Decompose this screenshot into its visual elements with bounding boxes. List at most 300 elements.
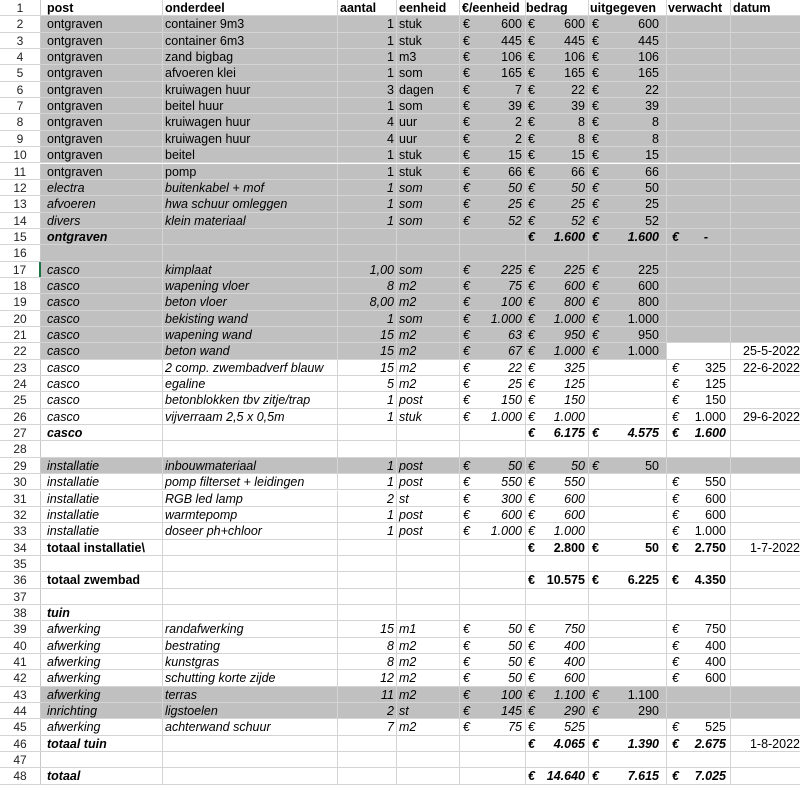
cell-verwacht[interactable]: 400 bbox=[705, 638, 726, 653]
cell-eenheid[interactable] bbox=[399, 425, 457, 440]
cell-datum[interactable]: 1-8-2022 bbox=[749, 736, 800, 751]
table-row[interactable] bbox=[0, 736, 800, 752]
cell-uitgegeven[interactable]: 225 bbox=[638, 262, 659, 277]
table-row[interactable] bbox=[0, 556, 800, 572]
cell-verwacht[interactable]: 750 bbox=[705, 622, 726, 637]
cell-post[interactable] bbox=[47, 441, 162, 456]
cell-bedrag[interactable]: 106 bbox=[564, 50, 585, 65]
row-number[interactable]: 41 bbox=[0, 654, 41, 669]
table-row[interactable] bbox=[0, 33, 800, 49]
cell-uitgegeven[interactable]: 50 bbox=[645, 180, 659, 195]
cell-eenheid[interactable] bbox=[399, 605, 457, 620]
cell-bedrag[interactable]: 50 bbox=[571, 180, 585, 195]
cell-onderdeel[interactable]: warmtepomp bbox=[165, 507, 238, 522]
cell-eenheid[interactable] bbox=[399, 540, 457, 555]
cell-eenheid[interactable]: post bbox=[399, 393, 423, 408]
cell-aantal[interactable]: 1 bbox=[387, 311, 394, 326]
cell-aantal[interactable]: 1 bbox=[387, 213, 394, 228]
cell-prijs[interactable] bbox=[477, 245, 522, 260]
cell-eenheid[interactable]: stuk bbox=[399, 409, 422, 424]
cell-eenheid[interactable]: m2 bbox=[399, 328, 417, 342]
cell-aantal[interactable] bbox=[340, 425, 394, 440]
cell-uitgegeven[interactable] bbox=[604, 376, 659, 391]
row-number[interactable]: 17 bbox=[0, 262, 41, 277]
cell-post[interactable]: installatie bbox=[47, 524, 100, 539]
cell-prijs[interactable] bbox=[477, 540, 522, 555]
cell-bedrag[interactable]: 150 bbox=[564, 393, 585, 408]
table-row[interactable] bbox=[0, 82, 800, 98]
cell-onderdeel[interactable]: 2 comp. zwembadverf blauw bbox=[165, 360, 324, 375]
cell-datum[interactable] bbox=[732, 164, 800, 179]
cell-verwacht[interactable] bbox=[686, 752, 726, 767]
table-row[interactable] bbox=[0, 719, 800, 735]
cell-post[interactable]: casco bbox=[47, 360, 80, 375]
table-row[interactable] bbox=[0, 605, 800, 621]
cell-prijs[interactable]: 67 bbox=[508, 344, 522, 359]
cell-prijs[interactable] bbox=[477, 229, 522, 244]
table-row[interactable] bbox=[0, 245, 800, 261]
cell-datum[interactable] bbox=[732, 229, 800, 244]
cell-verwacht[interactable] bbox=[686, 343, 726, 358]
row-number[interactable]: 3 bbox=[0, 33, 41, 48]
cell-onderdeel[interactable]: doseer ph+chloor bbox=[165, 524, 262, 539]
cell-uitgegeven[interactable] bbox=[604, 409, 659, 424]
cell-aantal[interactable]: 1 bbox=[387, 66, 394, 81]
cell-post[interactable]: installatie bbox=[47, 458, 100, 473]
cell-bedrag[interactable]: 1.600 bbox=[553, 229, 585, 244]
cell-prijs[interactable]: 165 bbox=[501, 66, 522, 81]
cell-aantal[interactable] bbox=[340, 572, 394, 587]
cell-uitgegeven[interactable]: 600 bbox=[638, 17, 659, 32]
cell-bedrag[interactable]: 165 bbox=[564, 66, 585, 81]
row-number[interactable]: 15 bbox=[0, 229, 41, 244]
cell-verwacht[interactable] bbox=[686, 16, 726, 31]
row-number[interactable]: 28 bbox=[0, 441, 41, 456]
cell-verwacht[interactable]: 1.000 bbox=[694, 524, 726, 539]
cell-onderdeel[interactable] bbox=[165, 540, 335, 555]
cell-verwacht[interactable] bbox=[686, 441, 726, 456]
cell-verwacht[interactable]: 1.000 bbox=[694, 409, 726, 424]
row-number[interactable]: 23 bbox=[0, 360, 41, 375]
cell-bedrag[interactable]: 4.065 bbox=[553, 736, 585, 751]
cell-prijs[interactable]: 50 bbox=[508, 458, 522, 473]
cell-bedrag[interactable]: 1.000 bbox=[553, 311, 585, 326]
cell-onderdeel[interactable]: achterwand schuur bbox=[165, 720, 271, 735]
cell-datum[interactable]: 25-5-2022 bbox=[743, 344, 800, 359]
row-number[interactable]: 7 bbox=[0, 98, 41, 113]
cell-uitgegeven[interactable] bbox=[604, 654, 659, 669]
cell-aantal[interactable]: 1 bbox=[387, 99, 394, 114]
cell-uitgegeven[interactable]: 6.225 bbox=[627, 573, 659, 588]
header-bedrag[interactable]: bedrag bbox=[526, 1, 568, 15]
cell-aantal[interactable]: 8 bbox=[387, 638, 394, 653]
cell-verwacht[interactable]: 600 bbox=[705, 671, 726, 686]
cell-verwacht[interactable] bbox=[686, 131, 726, 146]
cell-bedrag[interactable]: 1.100 bbox=[553, 687, 585, 702]
cell-datum[interactable] bbox=[732, 392, 800, 407]
row-number[interactable]: 1 bbox=[0, 0, 41, 15]
cell-aantal[interactable]: 1 bbox=[387, 197, 394, 212]
cell-aantal[interactable] bbox=[340, 768, 394, 783]
cell-datum[interactable] bbox=[732, 294, 800, 309]
row-number[interactable]: 25 bbox=[0, 392, 41, 407]
cell-datum[interactable] bbox=[732, 621, 800, 636]
cell-onderdeel[interactable]: zand bigbag bbox=[165, 50, 234, 65]
cell-datum[interactable] bbox=[732, 49, 800, 64]
row-number[interactable]: 35 bbox=[0, 556, 41, 571]
cell-uitgegeven[interactable]: 800 bbox=[638, 295, 659, 310]
cell-uitgegeven[interactable] bbox=[604, 523, 659, 538]
cell-bedrag[interactable]: 600 bbox=[564, 17, 585, 32]
cell-prijs[interactable]: 25 bbox=[508, 197, 522, 212]
cell-prijs[interactable]: 52 bbox=[508, 213, 522, 228]
cell-post[interactable]: installatie bbox=[47, 507, 100, 522]
cell-prijs[interactable]: 75 bbox=[508, 720, 522, 735]
cell-datum[interactable] bbox=[732, 589, 800, 604]
cell-datum[interactable] bbox=[732, 82, 800, 97]
row-number[interactable]: 5 bbox=[0, 65, 41, 80]
cell-bedrag[interactable]: 10.575 bbox=[546, 573, 585, 588]
cell-onderdeel[interactable]: hwa schuur omleggen bbox=[165, 197, 288, 212]
row-number[interactable]: 19 bbox=[0, 294, 41, 309]
cell-prijs[interactable]: 600 bbox=[501, 507, 522, 522]
cell-verwacht[interactable]: 525 bbox=[705, 720, 726, 735]
cell-eenheid[interactable]: stuk bbox=[399, 17, 422, 32]
cell-datum[interactable] bbox=[732, 180, 800, 195]
cell-aantal[interactable]: 11 bbox=[381, 687, 394, 702]
cell-verwacht[interactable] bbox=[686, 180, 726, 195]
cell-onderdeel[interactable]: beitel bbox=[165, 148, 195, 163]
row-number[interactable]: 32 bbox=[0, 507, 41, 522]
cell-verwacht[interactable] bbox=[686, 311, 726, 326]
cell-onderdeel[interactable]: bestrating bbox=[165, 638, 220, 653]
cell-onderdeel[interactable]: afvoeren klei bbox=[165, 66, 236, 81]
cell-onderdeel[interactable] bbox=[165, 425, 335, 440]
cell-prijs[interactable]: 2 bbox=[515, 115, 522, 130]
cell-verwacht[interactable]: 550 bbox=[705, 475, 726, 490]
header-eenheid[interactable]: eenheid bbox=[399, 1, 447, 15]
row-number[interactable]: 36 bbox=[0, 572, 41, 587]
cell-uitgegeven[interactable]: 1.390 bbox=[627, 736, 659, 751]
cell-prijs[interactable]: 100 bbox=[501, 687, 522, 702]
cell-aantal[interactable]: 1 bbox=[387, 475, 394, 490]
cell-verwacht[interactable] bbox=[686, 65, 726, 80]
cell-verwacht[interactable] bbox=[686, 213, 726, 228]
cell-prijs[interactable] bbox=[477, 556, 522, 571]
cell-post[interactable]: ontgraven bbox=[47, 50, 103, 65]
table-row[interactable] bbox=[0, 294, 800, 310]
cell-post[interactable]: totaal installatie\ bbox=[47, 540, 145, 555]
cell-post[interactable]: ontgraven bbox=[47, 164, 103, 179]
cell-uitgegeven[interactable] bbox=[604, 670, 659, 685]
cell-aantal[interactable]: 15 bbox=[380, 344, 394, 359]
cell-datum[interactable] bbox=[732, 687, 800, 702]
table-row[interactable] bbox=[0, 229, 800, 245]
cell-verwacht[interactable] bbox=[686, 33, 726, 48]
cell-datum[interactable] bbox=[732, 16, 800, 31]
cell-post[interactable]: installatie bbox=[47, 475, 100, 490]
cell-uitgegeven[interactable] bbox=[604, 621, 659, 636]
cell-prijs[interactable]: 300 bbox=[501, 491, 522, 506]
cell-uitgegeven[interactable]: 8 bbox=[652, 115, 659, 130]
cell-aantal[interactable]: 7 bbox=[387, 720, 394, 735]
cell-uitgegeven[interactable]: 445 bbox=[638, 33, 659, 48]
cell-uitgegeven[interactable]: 106 bbox=[638, 50, 659, 65]
cell-aantal[interactable]: 1,00 bbox=[369, 262, 394, 277]
row-number[interactable]: 12 bbox=[0, 180, 41, 195]
cell-prijs[interactable]: 39 bbox=[508, 99, 522, 114]
table-row[interactable] bbox=[0, 360, 800, 376]
cell-datum[interactable] bbox=[732, 327, 800, 342]
cell-bedrag[interactable]: 25 bbox=[571, 197, 585, 212]
cell-uitgegeven[interactable] bbox=[604, 491, 659, 506]
cell-aantal[interactable]: 1 bbox=[387, 50, 394, 65]
table-row[interactable] bbox=[0, 491, 800, 507]
cell-verwacht[interactable] bbox=[686, 164, 726, 179]
header-post[interactable]: post bbox=[47, 1, 74, 15]
cell-eenheid[interactable]: stuk bbox=[399, 33, 422, 48]
cell-post[interactable]: afwerking bbox=[47, 655, 101, 669]
cell-eenheid[interactable]: som bbox=[399, 66, 423, 81]
cell-post[interactable]: afwerking bbox=[47, 720, 101, 735]
cell-uitgegeven[interactable] bbox=[604, 638, 659, 653]
row-number[interactable]: 38 bbox=[0, 605, 41, 620]
row-number[interactable]: 27 bbox=[0, 425, 41, 440]
cell-aantal[interactable]: 15 bbox=[380, 622, 394, 637]
cell-eenheid[interactable]: m2 bbox=[399, 360, 417, 375]
cell-datum[interactable] bbox=[732, 131, 800, 146]
table-row[interactable] bbox=[0, 523, 800, 539]
cell-verwacht[interactable] bbox=[686, 687, 726, 702]
table-row[interactable] bbox=[0, 589, 800, 605]
cell-eenheid[interactable]: som bbox=[399, 197, 423, 212]
cell-datum[interactable] bbox=[732, 556, 800, 571]
cell-eenheid[interactable]: som bbox=[399, 262, 423, 277]
table-row[interactable] bbox=[0, 180, 800, 196]
cell-aantal[interactable] bbox=[340, 752, 394, 767]
cell-post[interactable]: ontgraven bbox=[47, 66, 103, 81]
header-datum[interactable]: datum bbox=[733, 1, 771, 15]
cell-onderdeel[interactable]: kimplaat bbox=[165, 262, 212, 277]
table-row[interactable] bbox=[0, 16, 800, 32]
table-row[interactable] bbox=[0, 572, 800, 588]
cell-uitgegeven[interactable]: 1.600 bbox=[627, 229, 659, 244]
cell-prijs[interactable] bbox=[477, 768, 522, 783]
cell-prijs[interactable]: 2 bbox=[515, 131, 522, 146]
cell-onderdeel[interactable] bbox=[165, 572, 335, 587]
cell-datum[interactable] bbox=[732, 768, 800, 783]
cell-uitgegeven[interactable]: 50 bbox=[645, 540, 659, 555]
cell-aantal[interactable]: 1 bbox=[387, 393, 394, 408]
row-number[interactable]: 14 bbox=[0, 213, 41, 228]
table-row[interactable] bbox=[0, 376, 800, 392]
cell-prijs[interactable]: 25 bbox=[508, 377, 522, 392]
cell-prijs[interactable]: 50 bbox=[508, 655, 522, 669]
cell-bedrag[interactable]: 39 bbox=[571, 99, 585, 114]
cell-uitgegeven[interactable]: 1.000 bbox=[627, 311, 659, 326]
cell-aantal[interactable] bbox=[340, 605, 394, 620]
cell-aantal[interactable]: 15 bbox=[380, 328, 394, 342]
cell-prijs[interactable]: 50 bbox=[508, 671, 522, 686]
cell-uitgegeven[interactable] bbox=[604, 474, 659, 489]
cell-onderdeel[interactable]: container 9m3 bbox=[165, 17, 245, 32]
cell-verwacht[interactable]: 325 bbox=[705, 360, 726, 375]
table-row[interactable] bbox=[0, 768, 800, 784]
cell-uitgegeven[interactable] bbox=[604, 719, 659, 734]
table-row[interactable] bbox=[0, 670, 800, 686]
cell-onderdeel[interactable]: ligstoelen bbox=[165, 704, 218, 719]
cell-post[interactable]: electra bbox=[47, 180, 85, 195]
cell-datum[interactable]: 22-6-2022 bbox=[743, 360, 800, 375]
cell-uitgegeven[interactable]: 15 bbox=[645, 148, 659, 163]
cell-eenheid[interactable]: post bbox=[399, 475, 423, 490]
cell-aantal[interactable] bbox=[340, 556, 394, 571]
cell-uitgegeven[interactable] bbox=[604, 392, 659, 407]
cell-onderdeel[interactable] bbox=[165, 768, 335, 783]
cell-prijs[interactable] bbox=[477, 589, 522, 604]
cell-bedrag[interactable]: 15 bbox=[571, 148, 585, 163]
cell-eenheid[interactable] bbox=[399, 572, 457, 587]
cell-uitgegeven[interactable]: 1.100 bbox=[627, 687, 659, 702]
cell-verwacht[interactable] bbox=[686, 262, 726, 277]
cell-prijs[interactable]: 63 bbox=[508, 328, 522, 342]
cell-post[interactable]: tuin bbox=[47, 605, 70, 620]
header-verwacht[interactable]: verwacht bbox=[668, 1, 723, 15]
cell-prijs[interactable]: 75 bbox=[508, 278, 522, 293]
table-row[interactable] bbox=[0, 311, 800, 327]
cell-eenheid[interactable]: m2 bbox=[399, 687, 417, 702]
cell-uitgegeven[interactable]: 50 bbox=[645, 458, 659, 473]
cell-datum[interactable]: 1-7-2022 bbox=[749, 540, 800, 555]
table-row[interactable] bbox=[0, 703, 800, 719]
cell-onderdeel[interactable] bbox=[165, 556, 335, 571]
cell-eenheid[interactable] bbox=[399, 768, 457, 783]
cell-datum[interactable] bbox=[732, 441, 800, 456]
cell-datum[interactable] bbox=[732, 638, 800, 653]
cell-eenheid[interactable]: st bbox=[399, 704, 409, 719]
cell-post[interactable]: installatie bbox=[47, 491, 100, 506]
cell-uitgegeven[interactable]: 25 bbox=[645, 197, 659, 212]
cell-aantal[interactable]: 2 bbox=[387, 491, 394, 506]
header-uitgegeven[interactable]: uitgegeven bbox=[590, 1, 656, 15]
cell-eenheid[interactable]: uur bbox=[399, 131, 418, 146]
cell-verwacht[interactable]: 7.025 bbox=[694, 769, 726, 784]
cell-datum[interactable] bbox=[732, 311, 800, 326]
header-prijs[interactable]: €/eenheid bbox=[462, 1, 520, 15]
row-number[interactable]: 26 bbox=[0, 409, 41, 424]
cell-datum[interactable] bbox=[732, 572, 800, 587]
cell-post[interactable] bbox=[47, 589, 162, 604]
cell-bedrag[interactable]: 225 bbox=[564, 262, 585, 277]
table-row[interactable] bbox=[0, 98, 800, 114]
cell-onderdeel[interactable]: betonblokken tbv zitje/trap bbox=[165, 393, 311, 408]
cell-aantal[interactable]: 8 bbox=[387, 655, 394, 669]
row-number[interactable]: 43 bbox=[0, 687, 41, 702]
cell-bedrag[interactable] bbox=[540, 752, 585, 767]
cell-post[interactable]: casco bbox=[47, 311, 80, 326]
cell-datum[interactable] bbox=[732, 147, 800, 162]
cell-uitgegeven[interactable] bbox=[604, 360, 659, 375]
cell-uitgegeven[interactable] bbox=[604, 605, 659, 620]
cell-bedrag[interactable]: 50 bbox=[571, 458, 585, 473]
cell-eenheid[interactable]: post bbox=[399, 524, 423, 539]
table-row[interactable] bbox=[0, 621, 800, 637]
cell-eenheid[interactable]: m2 bbox=[399, 720, 417, 735]
header-row[interactable] bbox=[0, 0, 800, 16]
cell-aantal[interactable]: 2 bbox=[387, 704, 394, 719]
table-row[interactable] bbox=[0, 196, 800, 212]
row-number[interactable]: 4 bbox=[0, 49, 41, 64]
row-number[interactable]: 47 bbox=[0, 752, 41, 767]
cell-eenheid[interactable]: post bbox=[399, 507, 423, 522]
cell-aantal[interactable]: 1 bbox=[387, 524, 394, 539]
cell-bedrag[interactable] bbox=[540, 441, 585, 456]
cell-aantal[interactable]: 5 bbox=[387, 377, 394, 392]
cell-onderdeel[interactable]: beton wand bbox=[165, 344, 230, 359]
cell-uitgegeven[interactable]: 22 bbox=[645, 82, 659, 97]
cell-datum[interactable] bbox=[732, 458, 800, 473]
cell-verwacht[interactable] bbox=[686, 82, 726, 97]
cell-uitgegeven[interactable]: 600 bbox=[638, 278, 659, 293]
cell-aantal[interactable]: 1 bbox=[387, 33, 394, 48]
cell-verwacht[interactable] bbox=[686, 556, 726, 571]
cell-bedrag[interactable]: 1.000 bbox=[553, 344, 585, 359]
cell-aantal[interactable]: 1 bbox=[387, 458, 394, 473]
cell-aantal[interactable]: 1 bbox=[387, 180, 394, 195]
table-row[interactable] bbox=[0, 474, 800, 490]
cell-onderdeel[interactable] bbox=[165, 752, 335, 767]
cell-post[interactable] bbox=[47, 752, 162, 767]
cell-prijs[interactable] bbox=[477, 736, 522, 751]
cell-eenheid[interactable]: m1 bbox=[399, 622, 417, 637]
cell-prijs[interactable]: 225 bbox=[501, 262, 522, 277]
cell-aantal[interactable]: 1 bbox=[387, 507, 394, 522]
cell-aantal[interactable] bbox=[340, 245, 394, 260]
cell-verwacht[interactable] bbox=[686, 294, 726, 309]
cell-verwacht[interactable] bbox=[686, 605, 726, 620]
row-number[interactable]: 30 bbox=[0, 474, 41, 489]
cell-prijs[interactable] bbox=[477, 605, 522, 620]
cell-aantal[interactable]: 1 bbox=[387, 164, 394, 179]
cell-bedrag[interactable]: 6.175 bbox=[553, 426, 585, 441]
cell-eenheid[interactable] bbox=[399, 441, 457, 456]
cell-post[interactable]: ontgraven bbox=[47, 115, 103, 130]
table-row[interactable] bbox=[0, 213, 800, 229]
cell-post[interactable]: ontgraven bbox=[47, 82, 103, 97]
cell-bedrag[interactable]: 800 bbox=[564, 295, 585, 310]
cell-post[interactable]: afwerking bbox=[47, 671, 101, 686]
cell-verwacht[interactable]: 2.750 bbox=[694, 540, 726, 555]
cell-prijs[interactable]: 7 bbox=[515, 82, 522, 97]
cell-onderdeel[interactable] bbox=[165, 229, 335, 244]
cell-verwacht[interactable]: 400 bbox=[705, 655, 726, 669]
cell-post[interactable] bbox=[47, 245, 162, 260]
cell-datum[interactable] bbox=[732, 605, 800, 620]
cell-bedrag[interactable]: 22 bbox=[571, 82, 585, 97]
cell-bedrag[interactable]: 600 bbox=[564, 671, 585, 686]
cell-onderdeel[interactable] bbox=[165, 441, 335, 456]
cell-uitgegeven[interactable]: 290 bbox=[638, 704, 659, 719]
cell-post[interactable]: afwerking bbox=[47, 622, 101, 637]
cell-bedrag[interactable]: 2.800 bbox=[553, 540, 585, 555]
cell-uitgegeven[interactable] bbox=[604, 245, 659, 260]
cell-eenheid[interactable]: som bbox=[399, 180, 423, 195]
cell-bedrag[interactable]: 445 bbox=[564, 33, 585, 48]
cell-onderdeel[interactable] bbox=[165, 736, 335, 751]
cell-onderdeel[interactable]: kunstgras bbox=[165, 655, 220, 669]
row-number[interactable]: 10 bbox=[0, 147, 41, 162]
row-number[interactable]: 42 bbox=[0, 670, 41, 685]
